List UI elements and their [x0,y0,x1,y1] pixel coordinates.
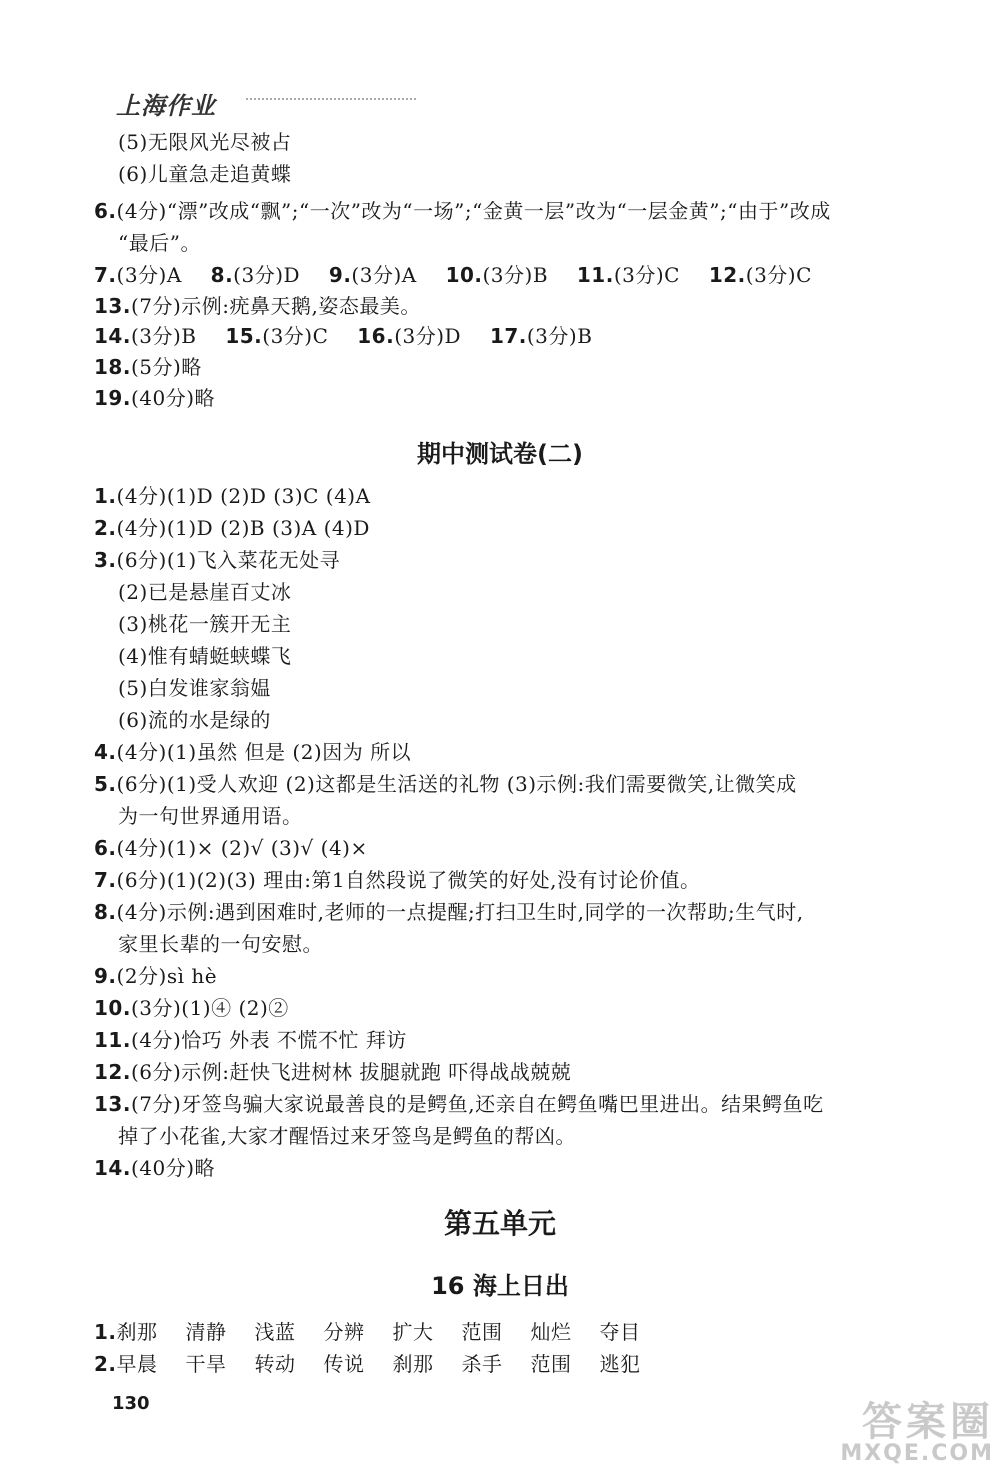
answer-item: 7.(3分)A [94,263,182,287]
watermark [840,1399,994,1466]
lesson-q2: 2.早晨 干旱 转动 传说 刹那 杀手 范围 逃犯 [94,1352,641,1376]
midterm-q5: 5.(6分)(1)受人欢迎 (2)这都是生活送的礼物 (3)示例:我们需要微笑,让微笑成 [94,772,797,796]
answer-line: (5)白发谁家翁媪 [118,676,271,700]
watermark-text: 答案圈 [862,1399,994,1445]
midterm-q4: 4.(4分)(1)虽然 但是 (2)因为 所以 [94,740,412,764]
answer-line: (2)已是悬崖百丈冰 [118,580,292,604]
publisher-logo: 上海作业 [116,86,216,121]
answer-item: 15.(3分)C [225,324,329,348]
answer-item: 11.(3分)C [576,263,680,287]
answer-item: 14.(3分)B [94,324,197,348]
midterm-q2: 2.(4分)(1)D (2)B (3)A (4)D [94,516,370,540]
answer-item: 17.(3分)B [489,324,593,348]
answer-line: (6)儿童急走追黄蝶 [118,162,292,186]
answer-row [94,322,614,350]
midterm-q9: 9.(2分)sì hè [94,964,218,988]
answer-item: 12.(3分)C [708,263,812,287]
watermark-url: MXQE.COM [840,1441,994,1466]
question-13: 13.(7分)示例:疣鼻天鹅,姿态最美。 [94,294,421,318]
answer-item: 9.(3分)A [328,263,417,287]
answer-line: (3)桃花一簇开无主 [118,612,292,636]
question-18: 18.(5分)略 [94,355,202,379]
lesson-title: 16 海上日出 [431,1272,569,1300]
midterm-title: 期中测试卷(二) [417,440,583,468]
answer-continuation: 为一句世界通用语。 [118,804,303,828]
answer-item: 8.(3分)D [210,263,301,287]
answer-item: 16.(3分)D [357,324,462,348]
midterm-q11: 11.(4分)恰巧 外表 不慌不忙 拜访 [94,1028,407,1052]
answer-continuation: 家里长辈的一句安慰。 [118,932,323,956]
midterm-q13: 13.(7分)牙签鸟骗大家说最善良的是鳄鱼,还亲自在鳄鱼嘴巴里进出。结果鳄鱼吃 [94,1092,824,1116]
question-number: 6. [94,199,117,223]
question-6 [94,197,831,225]
answer-row [94,261,834,289]
midterm-q10: 10.(3分)(1)④ (2)② [94,996,289,1020]
answer-continuation: “最后”。 [118,231,201,255]
midterm-q12: 12.(6分)示例:赶快飞进树林 拔腿就跑 吓得战战兢兢 [94,1060,572,1084]
midterm-q14: 14.(40分)略 [94,1156,215,1180]
question-19: 19.(40分)略 [94,386,215,410]
answer-text: (4分)“漂”改成“飘”;“一次”改为“一场”;“金黄一层”改为“一层金黄”;“由于”改成 [116,199,831,223]
midterm-q1: 1.(4分)(1)D (2)D (3)C (4)A [94,484,371,508]
answer-line: (5)无限风光尽被占 [118,130,292,154]
unit-title: 第五单元 [443,1207,556,1240]
page-number: 130 [112,1393,150,1414]
midterm-q7: 7.(6分)(1)(2)(3) 理由:第1自然段说了微笑的好处,没有讨论价值。 [94,868,701,892]
answer-item: 10.(3分)B [445,263,549,287]
midterm-q3: 3.(6分)(1)飞入菜花无处寻 [94,548,341,572]
answer-continuation: 掉了小花雀,大家才醒悟过来牙签鸟是鳄鱼的帮凶。 [118,1124,576,1148]
midterm-q8: 8.(4分)示例:遇到困难时,老师的一点提醒;打扫卫生时,同学的一次帮助;生气时, [94,900,804,924]
lesson-q1: 1.刹那 清静 浅蓝 分辨 扩大 范围 灿烂 夺目 [94,1320,641,1344]
answer-line: (6)流的水是绿的 [118,708,271,732]
answer-line: (4)惟有蜻蜓蛱蝶飞 [118,644,292,668]
midterm-q6: 6.(4分)(1)× (2)√ (3)√ (4)× [94,836,368,860]
